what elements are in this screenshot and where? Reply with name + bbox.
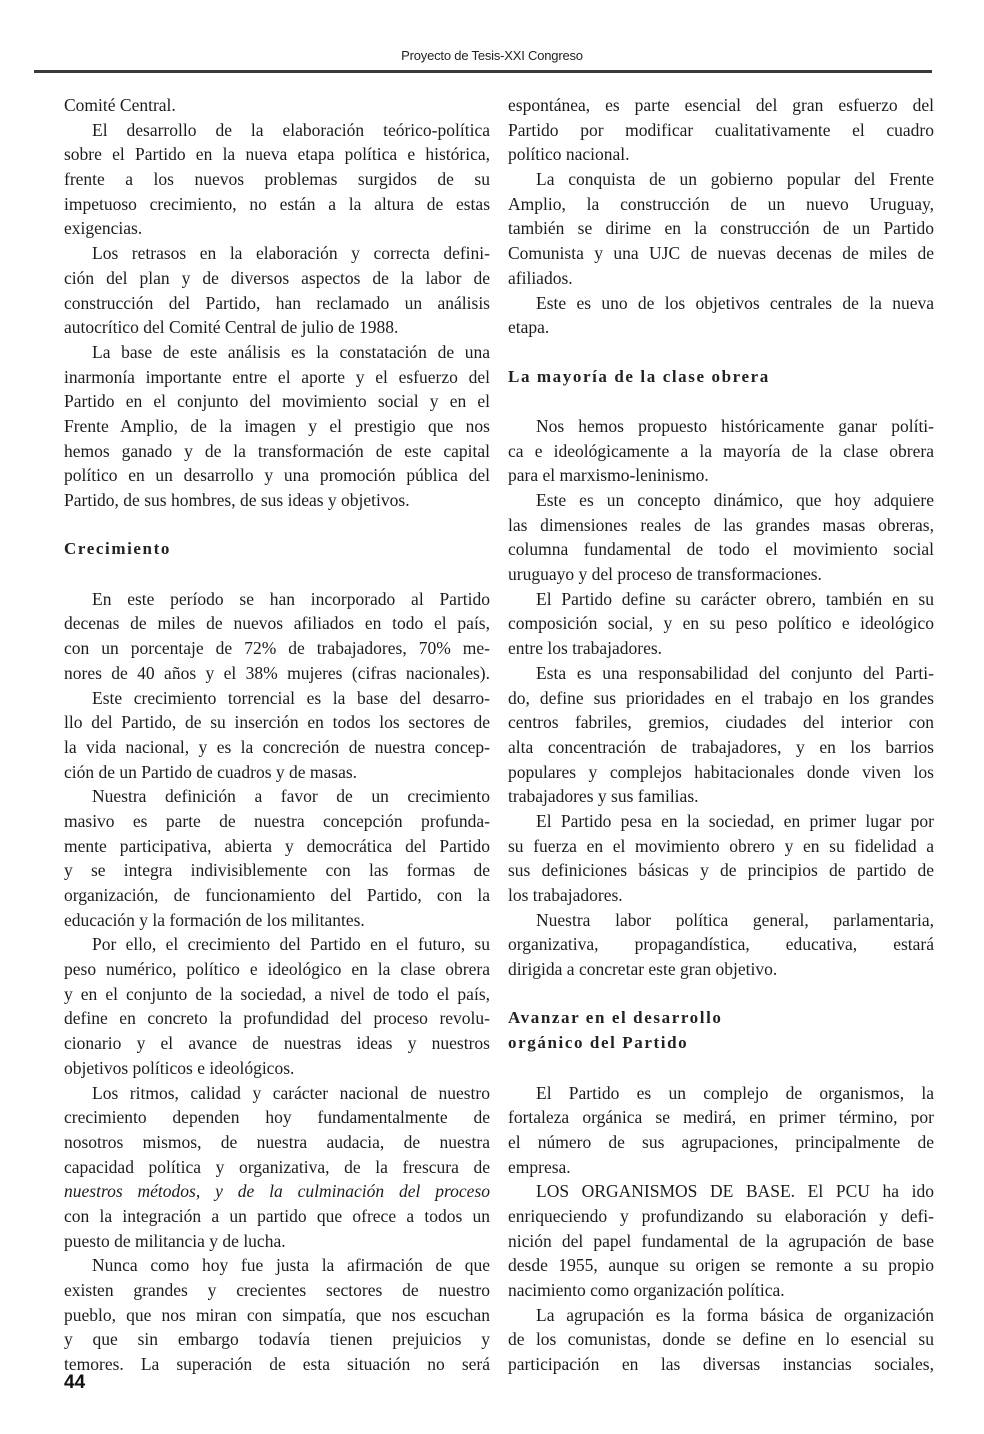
text-line: ción del plan y de diversos aspectos de la labor de <box>64 267 490 288</box>
text-line: y que sin embargo todavía tienen prejuicios y <box>64 1329 490 1350</box>
text-line: fortaleza orgánica se medirá, en primer término, por <box>508 1107 934 1128</box>
text-line: LOS ORGANISMOS DE BASE. El PCU ha ido <box>536 1181 934 1202</box>
text-line: objetivos políticos e ideológicos. <box>64 1057 295 1078</box>
text-line: centros fabriles, gremios, ciudades del interior con <box>508 712 934 733</box>
text-line: Este es un concepto dinámico, que hoy adquiere <box>536 490 934 510</box>
spacer <box>64 562 490 587</box>
text-line: con la integración a un partido que ofrece a todos un <box>64 1205 490 1226</box>
text-line: La base de este análisis es la constatación de una <box>92 341 490 362</box>
text-line: construcción del Partido, han reclamado un análisis <box>64 292 490 313</box>
text-line: masivo es parte de nuestra concepción profunda- <box>64 810 490 831</box>
text-line: nores de 40 años y el 38% mujeres (cifras nacionales). <box>64 662 490 683</box>
text-line: para el marxismo-leninismo. <box>508 465 709 486</box>
text-line: trabajadores y sus familias. <box>508 786 699 807</box>
header-rule <box>34 70 932 73</box>
text-line: Este crecimiento torrencial es la base del desarro- <box>92 687 490 708</box>
text-line: define en concreto la profundidad del proceso revolu- <box>64 1008 490 1029</box>
text-line: frente a los nuevos problemas surgidos de su <box>64 169 490 190</box>
text-line: Nos hemos propuesto históricamente ganar políti- <box>536 415 934 436</box>
text-line: educación y la formación de los militantes. <box>64 909 365 930</box>
text-line: peso numérico, político e ideológico en la clase obrera <box>64 959 490 980</box>
text-line: La agrupación es la forma básica de organización <box>536 1304 934 1325</box>
text-line: Por ello, el crecimiento del Partido en el futuro, su <box>92 934 490 955</box>
spacer <box>508 1056 934 1081</box>
text-line: do, define sus prioridades en el trabajo en los grandes <box>508 687 934 708</box>
text-line: uruguayo y del proceso de transformaciones. <box>508 564 822 585</box>
section-heading: Avanzar en el desarrollo <box>508 1008 723 1028</box>
section-heading: Crecimiento <box>64 539 171 559</box>
text-line: nición del papel fundamental de la agrupación de base <box>508 1230 934 1251</box>
section-heading: La mayoría de la clase obrera <box>508 366 770 386</box>
text-line: El Partido pesa en la sociedad, en primer lugar por <box>536 810 934 831</box>
text-line: En este período se han incorporado al Partido <box>92 588 490 609</box>
text-line: La conquista de un gobierno popular del Frente <box>536 169 934 190</box>
text-line: temores. La superación de esta situación no será <box>64 1354 490 1375</box>
text-line: sus definiciones básicas y de principios de partido de <box>508 860 934 881</box>
text-line: Comunista y una UJC de nuevas decenas de miles de <box>508 243 934 264</box>
text-line: Comité Central. <box>64 95 176 115</box>
text-line: sobre el Partido en la nueva etapa política e histórica, <box>64 144 490 165</box>
text-line: entre los trabajadores. <box>508 638 663 659</box>
text-line: participación en las diversas instancias sociales, <box>508 1354 934 1375</box>
text-line: nosotros mismos, de nuestra audacia, de nuestra <box>64 1131 490 1152</box>
spacer <box>508 340 934 365</box>
text-line: empresa. <box>508 1156 571 1177</box>
text-line: inarmonía importante entre el aporte y el esfuerzo del <box>64 366 490 387</box>
text-line: existen grandes y crecientes sectores de nuestro <box>64 1280 490 1300</box>
text-line: pueblo, que nos miran con simpatía, que nos escuchan <box>64 1304 490 1325</box>
text-line: Partido, de sus hombres, de sus ideas y objetivos. <box>64 490 410 510</box>
text-line: Nuestra labor política general, parlamentaria, <box>536 909 934 930</box>
text-line: etapa. <box>508 317 550 338</box>
text-line: las dimensiones reales de las grandes masas obreras, <box>508 514 934 535</box>
text-line: hemos ganado y de la transformación de este capital <box>64 440 490 461</box>
text-line: mente participativa, abierta y democrática del Partido <box>64 835 490 856</box>
spacer <box>508 982 934 1007</box>
text-line: El Partido es un complejo de organismos, la <box>536 1082 934 1103</box>
text-line: afiliados. <box>508 267 573 288</box>
text-line: con un porcentaje de 72% de trabajadores, 70% me- <box>64 638 490 659</box>
text-line: y se integra indivisiblemente con las formas de <box>64 860 490 881</box>
text-line: Nunca como hoy fue justa la afirmación de que <box>92 1255 490 1276</box>
text-line: su fuerza en el movimiento obrero y en su fidelidad a <box>508 835 934 856</box>
text-line: dirigida a concretar este gran objetivo. <box>508 959 778 980</box>
spacer <box>508 389 934 414</box>
text-line: alta concentración de trabajadores, y en los barrios <box>508 736 934 757</box>
text-line: decenas de miles de nuevos afiliados en todo el país, <box>64 613 490 634</box>
text-line: nuestros métodos, y de la culminación del proceso <box>64 1181 490 1202</box>
text-line: nacimiento como organización política. <box>508 1280 785 1300</box>
text-line: organización, de funcionamiento del Partido, con la <box>64 885 490 905</box>
text-line: El Partido define su carácter obrero, también en su <box>536 588 934 609</box>
text-line: enriqueciendo y profundizando su elaboración y defi- <box>508 1205 934 1226</box>
text-line: Partido en el conjunto del movimiento social y en el <box>64 391 490 412</box>
text-line: impetuoso crecimiento, no están a la altura de estas <box>64 193 490 214</box>
text-line: llo del Partido, de su inserción en todos los sectores de <box>64 712 490 733</box>
text-line: Esta es una responsabilidad del conjunto del Parti- <box>536 662 934 683</box>
text-line: exigencias. <box>64 218 143 239</box>
text-line: Frente Amplio, de la imagen y el prestigio que nos <box>64 415 490 436</box>
text-line: de los comunistas, donde se define en lo esencial su <box>508 1329 934 1350</box>
text-line: populares y complejos habitacionales donde viven los <box>508 761 934 782</box>
text-line: Los ritmos, calidad y carácter nacional de nuestro <box>92 1082 490 1103</box>
text-line: Partido por modificar cualitativamente el cuadro <box>508 119 934 140</box>
text-line: espontánea, es parte esencial del gran esfuerzo del <box>508 95 934 115</box>
text-line: composición social, y en su peso político e ideológico <box>508 613 934 634</box>
section-heading: orgánico del Partido <box>508 1033 689 1053</box>
text-line: los trabajadores. <box>508 885 623 905</box>
text-line: autocrítico del Comité Central de julio de 1988. <box>64 317 399 338</box>
text-line: El desarrollo de la elaboración teórico-política <box>92 119 490 140</box>
text-line: capacidad política y organizativa, de la frescura de <box>64 1156 490 1177</box>
right-column <box>508 93 934 1377</box>
text-line: también se dirime en la construcción de un Partido <box>508 218 934 239</box>
text-line: Los retrasos en la elaboración y correcta defini- <box>92 243 490 264</box>
text-line: la vida nacional, y es la concreción de nuestra concep- <box>64 736 490 757</box>
spacer <box>64 513 490 538</box>
text-line: político nacional. <box>508 144 630 165</box>
text-line: ción de un Partido de cuadros y de masas. <box>64 761 358 782</box>
text-line: ca e ideológicamente a la mayoría de la clase obrera <box>508 440 934 461</box>
text-line: organizativa, propagandística, educativa, estará <box>508 934 934 955</box>
text-line: Nuestra definición a favor de un crecimiento <box>92 786 490 807</box>
text-line: y en el conjunto de la sociedad, a nivel de todo el país, <box>64 983 490 1004</box>
text-line: puesto de militancia y de lucha. <box>64 1230 286 1251</box>
left-column <box>64 93 490 1377</box>
text-line: cionario y el avance de nuestras ideas y nuestros <box>64 1033 490 1054</box>
text-line: crecimiento dependen hoy fundamentalmente de <box>64 1107 490 1128</box>
text-line: columna fundamental de todo el movimiento social <box>508 539 934 560</box>
text-line: político en un desarrollo y una promoción pública del <box>64 465 490 486</box>
running-header: Proyecto de Tesis-XXI Congreso <box>401 48 583 63</box>
text-line: Amplio, la construcción de un nuevo Uruguay, <box>508 193 934 214</box>
text-line: Este es uno de los objetivos centrales de la nueva <box>536 292 934 313</box>
text-line: desde 1955, aunque su origen se remonte a su propio <box>508 1255 934 1276</box>
text-line: el número de sus agrupaciones, principalmente de <box>508 1131 934 1152</box>
page-number: 44 <box>64 1372 86 1393</box>
